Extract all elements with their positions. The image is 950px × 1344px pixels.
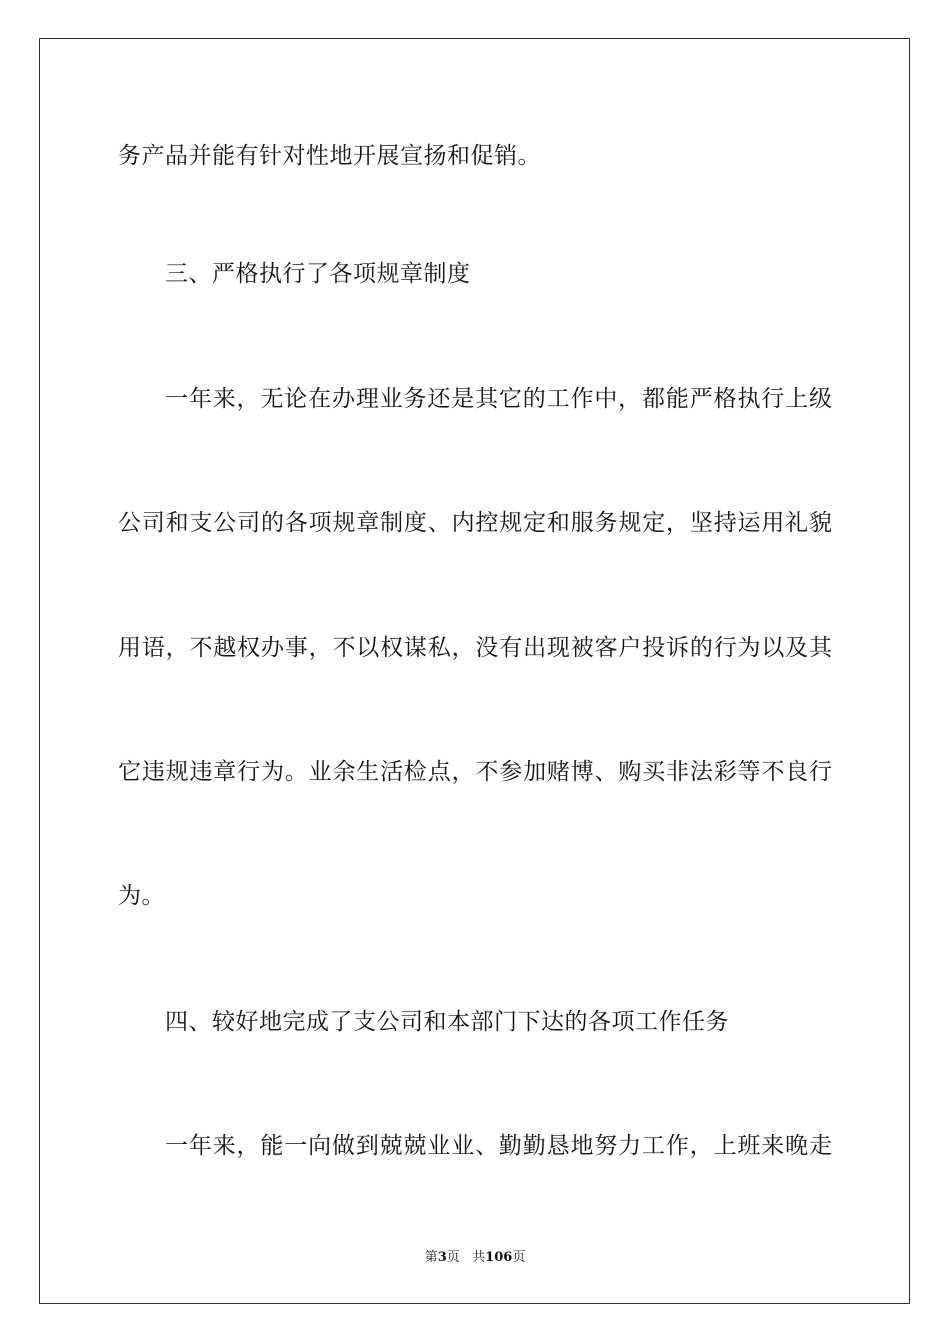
paragraph-line: 公司和支公司的各项规章制度、内控规定和服务规定，坚持运用礼貌 <box>118 510 832 536</box>
total-suffix: 页 <box>512 1250 526 1265</box>
section-heading: 三、严格执行了各项规章制度 <box>165 261 471 287</box>
total-prefix: 共 <box>472 1250 486 1265</box>
paragraph-line: 务产品并能有针对性地开展宣扬和促销。 <box>118 143 541 169</box>
page-footer <box>0 1249 950 1267</box>
section-heading: 四、较好地完成了支公司和本部门下达的各项工作任务 <box>165 1009 729 1035</box>
paragraph-line: 为。 <box>118 883 165 909</box>
paragraph-line: 一年来，无论在办理业务还是其它的工作中，都能严格执行上级 <box>165 386 832 412</box>
paragraph-line: 它违规违章行为。业余生活检点，不参加赌博、购买非法彩等不良行 <box>118 759 832 785</box>
page-border <box>39 38 910 1304</box>
total-pages: 106 <box>485 1250 513 1265</box>
page-suffix: 页 <box>446 1250 460 1265</box>
paragraph-line: 一年来，能一向做到兢兢业业、勤勤恳地努力工作，上班来晚走 <box>165 1133 832 1159</box>
page-number: 3 <box>437 1250 447 1265</box>
page-prefix: 第 <box>424 1250 438 1265</box>
paragraph-line: 用语，不越权办事，不以权谋私，没有出现被客户投诉的行为以及其 <box>118 635 832 661</box>
